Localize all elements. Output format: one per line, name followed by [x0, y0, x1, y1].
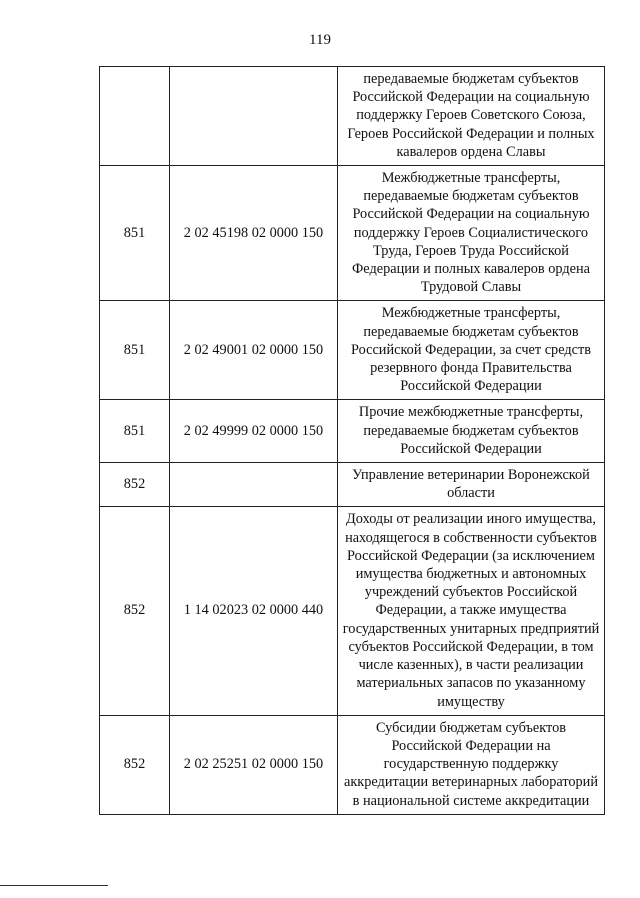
description-cell: Межбюджетные трансферты, передаваемые бюджетам субъектов Российской Федерации на социальную поддержку Героев Социалистического Труда, Героев Труда Российской Федерации и полных кавалеров ордена Трудовой Славы: [338, 166, 605, 301]
admin-code-cell: 851: [100, 400, 170, 463]
table-row: [100, 400, 605, 463]
admin-code-cell: 852: [100, 715, 170, 814]
budget-code-cell: 2 02 49001 02 0000 150: [170, 301, 338, 400]
description-cell: Субсидии бюджетам субъектов Российской Федерации на государственную поддержку аккредитации ветеринарных лабораторий в национальной системе аккредитации: [338, 715, 605, 814]
table-row: [100, 715, 605, 814]
table-row: [100, 507, 605, 715]
budget-code-cell: [170, 463, 338, 507]
admin-code-cell: 852: [100, 463, 170, 507]
table-row: [100, 166, 605, 301]
budget-classification-table: [99, 66, 605, 815]
description-cell: Прочие межбюджетные трансферты, передаваемые бюджетам субъектов Российской Федерации: [338, 400, 605, 463]
description-cell: Межбюджетные трансферты, передаваемые бюджетам субъектов Российской Федерации, за счет средств резервного фонда Правительства Российской Федерации: [338, 301, 605, 400]
budget-code-cell: [170, 67, 338, 166]
table-row: [100, 301, 605, 400]
admin-code-cell: 851: [100, 166, 170, 301]
description-cell: Управление ветеринарии Воронежской области: [338, 463, 605, 507]
page-number: 119: [309, 32, 331, 48]
footnote-separator-line: [0, 885, 108, 886]
description-cell: передаваемые бюджетам субъектов Российской Федерации на социальную поддержку Героев Советского Союза, Героев Российской Федерации и полных кавалеров ордена Славы: [338, 67, 605, 166]
admin-code-cell: 852: [100, 507, 170, 715]
budget-code-cell: 1 14 02023 02 0000 440: [170, 507, 338, 715]
budget-code-cell: 2 02 45198 02 0000 150: [170, 166, 338, 301]
budget-code-cell: 2 02 25251 02 0000 150: [170, 715, 338, 814]
description-cell: Доходы от реализации иного имущества, находящегося в собственности субъектов Российской Федерации (за исключением имущества бюджетных и автономных учреждений субъектов Российской Федерации, а также имущества государственных унитарных предприятий субъектов Российской Федерации, в том числе казенных), в части реализации материальных запасов по указанному имуществу: [338, 507, 605, 715]
table-row: [100, 463, 605, 507]
table-row: [100, 67, 605, 166]
budget-code-cell: 2 02 49999 02 0000 150: [170, 400, 338, 463]
admin-code-cell: [100, 67, 170, 166]
admin-code-cell: 851: [100, 301, 170, 400]
